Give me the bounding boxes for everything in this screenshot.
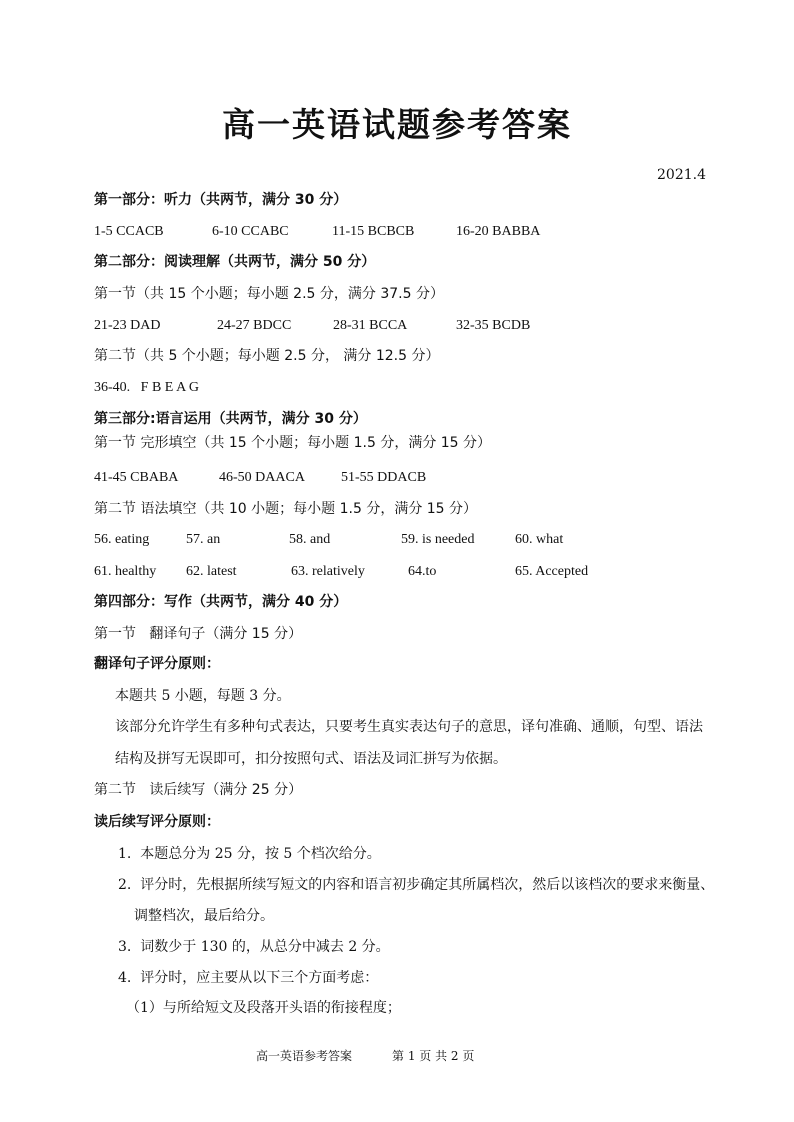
grammar-answer-58: 58. and — [289, 532, 331, 547]
grammar-answer-59: 59. is needed — [401, 532, 475, 547]
part4-section2-heading: 第二节 读后续写（满分 25 分） — [94, 782, 303, 798]
part3-cloze-answer-2: 46-50 DAACA — [219, 470, 305, 485]
continuation-rule-4-1: （1）与所给短文及段落开头语的衔接程度； — [126, 1000, 401, 1016]
grammar-answer-64: 64.to — [408, 564, 437, 579]
document-title: 高一英语试题参考答案 — [222, 105, 572, 144]
part2-heading: 第二部分：阅读理解（共两节，满分 50 分） — [94, 254, 376, 270]
document-date: 2021.4 — [657, 167, 706, 183]
translation-rule-heading: 翻译句子评分原则： — [94, 656, 220, 672]
part2-section1-heading: 第一节（共 15 个小题；每小题 2.5 分，满分 37.5 分） — [94, 286, 444, 302]
part2-answer-1: 21-23 DAD — [94, 318, 161, 333]
part2-answer-3: 28-31 BCCA — [333, 318, 408, 333]
part2-answer-4: 32-35 BCDB — [456, 318, 531, 333]
part1-answer-1: 1-5 CCACB — [94, 224, 164, 239]
part3-heading: 第三部分:语言运用（共两节，满分 30 分） — [94, 411, 367, 427]
part1-heading: 第一部分：听力（共两节，满分 30 分） — [94, 192, 348, 208]
translation-rule-text-2: 该部分允许学生有多种句式表达，只要考生真实表达句子的意思，译句准确、通顺，句型、语法 — [115, 719, 703, 735]
grammar-answer-62: 62. latest — [186, 564, 237, 579]
grammar-answer-57: 57. an — [186, 532, 221, 547]
part3-section2-heading: 第二节 语法填空（共 10 小题；每小题 1.5 分，满分 15 分） — [94, 501, 478, 517]
part3-cloze-answer-1: 41-45 CBABA — [94, 470, 179, 485]
footer-page-number: 第 1 页 共 2 页 — [392, 1049, 475, 1063]
part1-answer-3: 11-15 BCBCB — [332, 224, 415, 239]
continuation-rule-3: 3. 词数少于 130 的，从总分中减去 2 分。 — [118, 939, 390, 955]
grammar-answer-60: 60. what — [515, 532, 564, 547]
grammar-answer-63: 63. relatively — [291, 564, 365, 579]
translation-rule-text-1: 本题共 5 小题，每题 3 分。 — [115, 688, 291, 704]
part1-answer-2: 6-10 CCABC — [212, 224, 289, 239]
continuation-rule-2: 2. 评分时，先根据所续写短文的内容和语言初步确定其所属档次，然后以该档次的要求来衡量、 — [118, 877, 715, 893]
translation-rule-text-3: 结构及拼写无误即可，扣分按照句式、语法及词汇拼写为依据。 — [115, 751, 507, 767]
part3-section1-heading: 第一节 完形填空（共 15 个小题；每小题 1.5 分，满分 15 分） — [94, 435, 492, 451]
continuation-rule-1: 1. 本题总分为 25 分，按 5 个档次给分。 — [118, 846, 381, 862]
grammar-answer-65: 65. Accepted — [515, 564, 589, 579]
grammar-answer-61: 61. healthy — [94, 564, 157, 579]
grammar-answer-56: 56. eating — [94, 532, 150, 547]
footer-document-name: 高一英语参考答案 — [256, 1049, 353, 1063]
part4-section1-heading: 第一节 翻译句子（满分 15 分） — [94, 626, 303, 642]
continuation-rule-4: 4. 评分时，应主要从以下三个方面考虑： — [118, 970, 379, 986]
part2-answer-2: 24-27 BDCC — [217, 318, 292, 333]
part2-section2-answer: 36-40. F B E A G — [94, 380, 200, 395]
part4-heading: 第四部分：写作（共两节，满分 40 分） — [94, 594, 348, 610]
part3-cloze-answer-3: 51-55 DDACB — [341, 470, 427, 485]
part1-answer-4: 16-20 BABBA — [456, 224, 541, 239]
continuation-rule-heading: 读后续写评分原则： — [94, 814, 220, 830]
continuation-rule-2-cont: 调整档次，最后给分。 — [134, 908, 274, 924]
part2-section2-heading: 第二节（共 5 个小题；每小题 2.5 分， 满分 12.5 分） — [94, 348, 440, 364]
